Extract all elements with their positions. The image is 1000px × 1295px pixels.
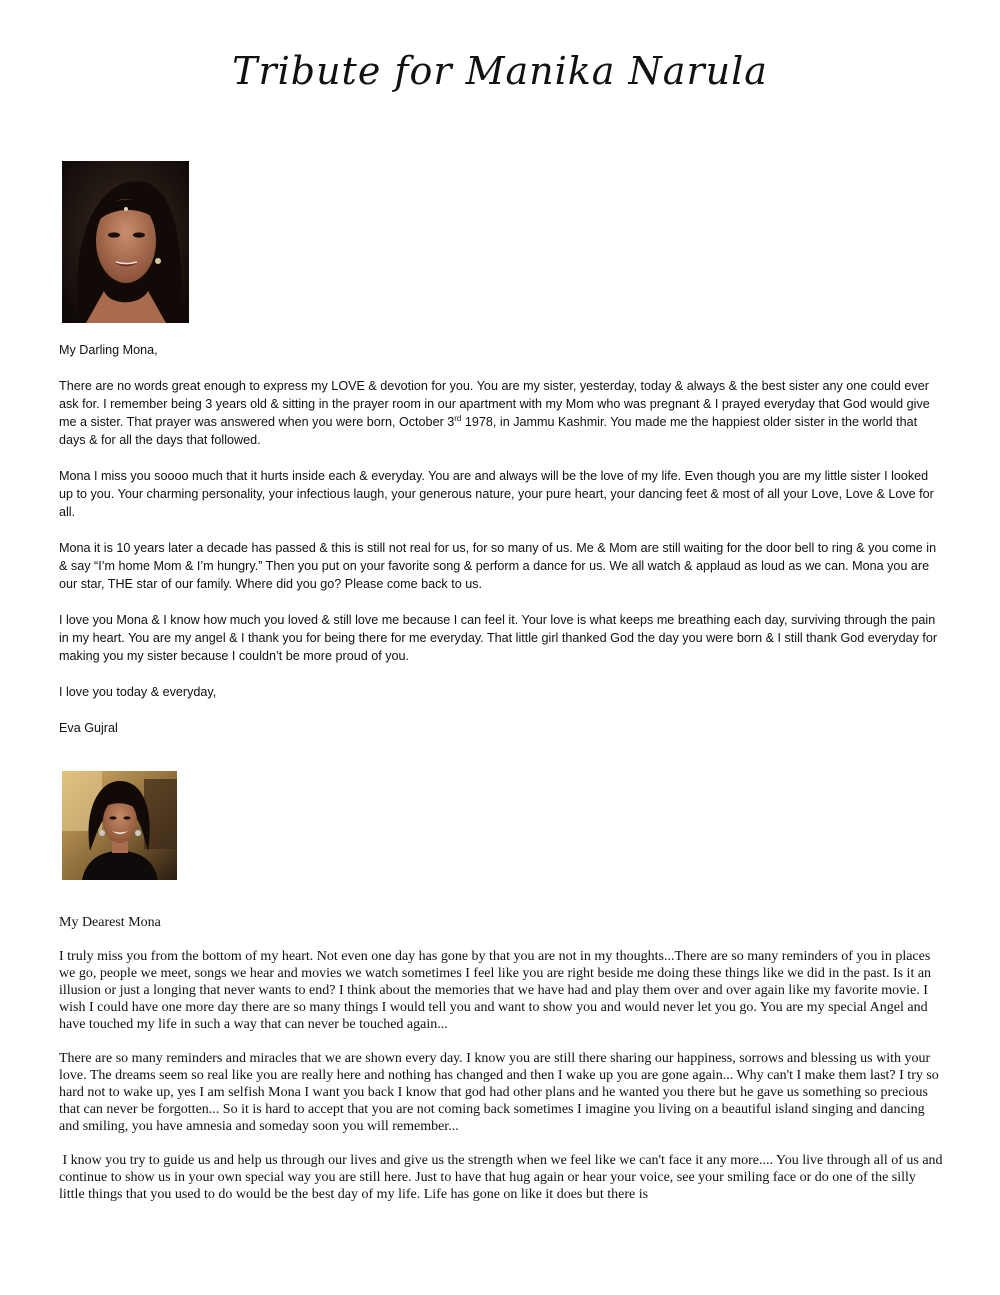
letter2-paragraph-1: I truly miss you from the bottom of my heart. Not even one day has gone by that you are not in my thoughts...There are so many reminders of you in places we go, people we meet, songs we hear and movies we watch sometimes I feel like you are right beside me doing these things like we did in the past. Is it an illusion or just a longing that never wants to end? I think about the memories that we have had and play them over and over again like my favorite movie. I wish I could have one more day there are so many things I would tell you and want to show you and would never let you go. You are my special Angel and have touched my life in such a way that can never be touched again... [59,949,932,1032]
letter1-p1-text-cont: 1978, in Jammu Kashmir. You made me the happiest older sister in the world that days & for all the days that followed. [59,415,918,447]
letter2-greeting: My Dearest Mona [59,915,161,930]
portrait-photo-1 [62,161,189,323]
page-title: Tribute for Manika Narula [232,49,768,93]
letter1-paragraph-2: Mona I miss you soooo much that it hurts inside each & everyday. You are and always will be the love of my life. Even though you are my little sister I looked up to you. Your charming personality, your infectious laugh, your generous nature, your pure heart, your dancing feet & most of all your Love, Love & Love for all. [59,469,934,519]
letter1-greeting: My Darling Mona, [59,343,158,357]
letter1-paragraph-1 [59,377,943,449]
letter-from-eva [59,341,943,755]
letter1-p1-text: There are no words great enough to express my LOVE & devotion for you. You are my sister, yesterday, today & always & the best sister any one could ever ask for. I remember being 3 years old & sitting in the prayer room in our apartment with my Mom who was pregnant & I prayed everyday that God would give me a sister. That prayer was answered when you were born, October 3 [59,379,930,429]
letter1-signature: Eva Gujral [59,721,118,735]
letter1-paragraph-4: I love you Mona & I know how much you loved & still love me because I can feel it. Your love is what keeps me breathing each day, surviving through the pain in my heart. You are my angel & I thank you for being there for me everyday. That little girl thanked God the day you were born & I still thank God everyday for making you my sister because I couldn’t be more proud of you. [59,613,938,663]
letter1-closing: I love you today & everyday, [59,685,217,699]
portrait-photo-2 [62,771,177,880]
ordinal-suffix: rd [454,413,462,423]
letter-my-dearest-mona [59,914,947,1220]
letter1-paragraph-3: Mona it is 10 years later a decade has passed & this is still not real for us, for so many of us. Me & Mom are still waiting for the door bell to ring & you come in & say “I’m home Mom & I’m hungry.” Then you put on your favorite song & perform a dance for us. We all watch & applaud as loud as we can. Mona you are our star, THE star of our family. Where did you go? Please come back to us. [59,541,937,591]
letter2-paragraph-3: I know you try to guide us and help us through our lives and give us the strength when we feel like we can't face it any more.... You live through all of us and continue to show us in your own special way you are still here. Just to have that hug again or hear your voice, see your smiling face or do one of the silly little things that you used to do would be the best day of my life. Life has gone on like it does but there is [59,1153,947,1202]
letter2-paragraph-2: There are so many reminders and miracles that we are shown every day. I know you are still there sharing our happiness, sorrows and blessing us with your love. The dreams seem so real like you are really here and nothing has changed and then I wake up you are gone again... Why can't I make them last? I try so hard not to wake up, yes I am selfish Mona I want you back I know that god had other plans and he wanted you there but he gave us something so precious that can never be forgotten... So it is hard to accept that you are not coming back sometimes I imagine you living on a beautiful island singing and dancing and smiling, you have amnesia and someday soon you will remember... [59,1051,939,1134]
